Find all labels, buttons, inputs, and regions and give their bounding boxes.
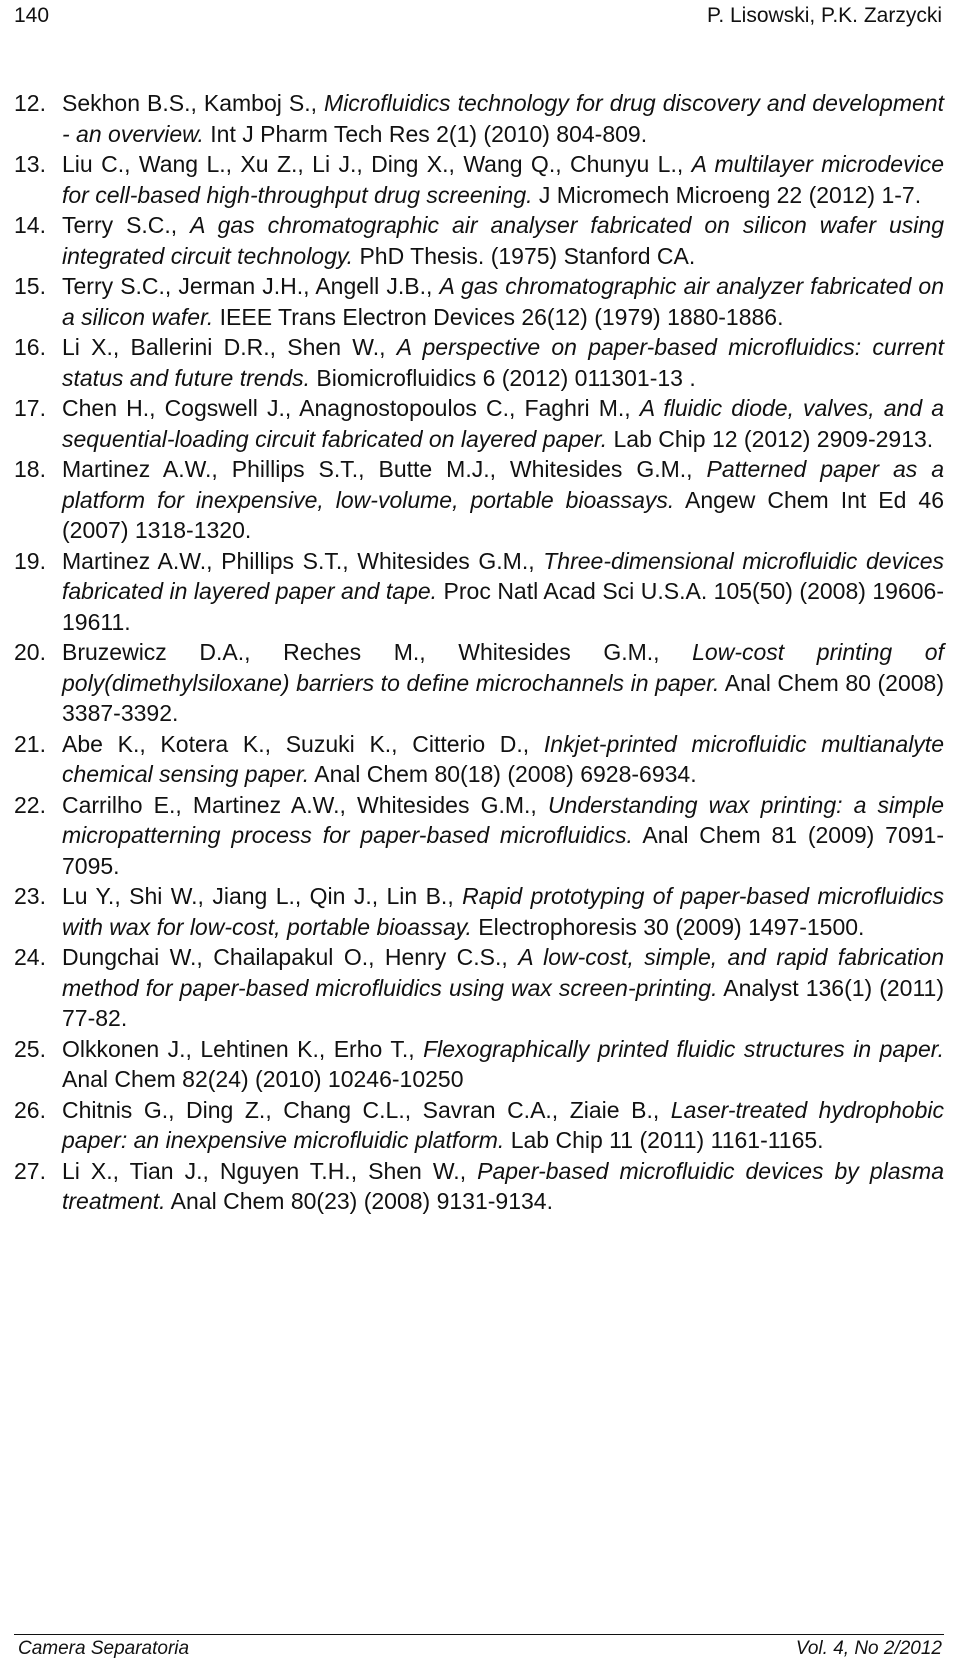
reference-number: 21. xyxy=(14,730,46,757)
reference-authors: Li X., Ballerini D.R., Shen W., xyxy=(62,334,397,360)
reference-source: Anal Chem 82(24) (2010) 10246-10250 xyxy=(62,1066,464,1092)
reference-number: 23. xyxy=(14,883,46,909)
reference-title: Low-cost printing of poly(dimethylsiloxane) barriers to define microchannels in paper. xyxy=(62,639,944,696)
reference-authors: Lu Y., Shi W., Jiang L., Qin J., Lin B., xyxy=(62,883,463,909)
reference-source: Anal Chem 81 (2009) 7091-7095. xyxy=(62,822,944,879)
reference-list xyxy=(14,88,944,1217)
reference-source: J Micromech Microeng 22 (2012) 1-7. xyxy=(532,181,922,208)
page-footer xyxy=(18,1638,942,1662)
reference-authors: Sekhon B.S., Kamboj S., xyxy=(62,90,325,116)
reference-source: PhD Thesis. (1975) Stanford CA. xyxy=(353,242,696,269)
reference-number: 19. xyxy=(14,547,46,574)
reference-number: 24. xyxy=(14,944,46,970)
reference-title: Rapid prototyping of paper-based microfluidics with wax for low-cost, portable bioassay. xyxy=(62,883,944,940)
reference-source: IEEE Trans Electron Devices 26(12) (1979) 1880-1886. xyxy=(213,303,784,330)
reference-item xyxy=(14,637,944,729)
reference-number: 15. xyxy=(14,273,46,299)
reference-title: Three-dimensional microfluidic devices fabricated in layered paper and tape. xyxy=(62,547,944,604)
reference-title: A perspective on paper-based microfluidics: current status and future trends. xyxy=(62,334,944,391)
page-header xyxy=(14,4,942,30)
reference-authors: Martinez A.W., Phillips S.T., Whitesides G.M., xyxy=(62,547,544,574)
reference-number: 27. xyxy=(14,1157,46,1184)
reference-title: A fluidic diode, valves, and a sequential-loading circuit fabricated on layered paper. xyxy=(62,395,945,452)
reference-item xyxy=(14,942,944,1034)
reference-authors: Carrilho E., Martinez A.W., Whitesides G.M., xyxy=(62,791,548,818)
reference-number: 22. xyxy=(14,791,46,818)
reference-authors: Dungchai W., Chailapakul O., Henry C.S., xyxy=(62,944,519,970)
reference-number: 14. xyxy=(14,212,46,238)
reference-number: 16. xyxy=(14,334,46,360)
page-number: 140 xyxy=(14,4,50,27)
reference-number: 13. xyxy=(14,151,46,177)
reference-source: Biomicrofluidics 6 (2012) 011301-13 . xyxy=(310,364,696,391)
reference-title: Microfluidics technology for drug discovery and development - an overview. xyxy=(62,90,944,147)
reference-source: Anal Chem 80 (2008) 3387-3392. xyxy=(62,669,944,726)
reference-title: Understanding wax printing: a simple micropatterning process for paper-based microfluidics. xyxy=(62,791,944,848)
reference-title: A low-cost, simple, and rapid fabrication method for paper-based microfluidics using wax screen-printing. xyxy=(62,944,944,1001)
reference-item xyxy=(14,210,944,271)
reference-number: 17. xyxy=(14,395,46,421)
reference-item xyxy=(14,88,944,149)
reference-authors: Olkkonen J., Lehtinen K., Erho T., xyxy=(62,1035,424,1062)
reference-item xyxy=(14,790,944,882)
reference-title: Inkjet-printed microfluidic multianalyte chemical sensing paper. xyxy=(62,730,944,787)
reference-source: Int J Pharm Tech Res 2(1) (2010) 804-809. xyxy=(203,120,648,147)
reference-authors: Chen H., Cogswell J., Anagnostopoulos C., Faghri M., xyxy=(62,395,640,421)
reference-authors: Li X., Tian J., Nguyen T.H., Shen W., xyxy=(62,1157,478,1184)
reference-title: Patterned paper as a platform for inexpensive, low-volume, portable bioassays. xyxy=(62,456,945,513)
reference-authors: Terry S.C., xyxy=(62,212,191,238)
reference-item xyxy=(14,729,944,790)
reference-item xyxy=(14,881,944,942)
reference-item xyxy=(14,1095,944,1156)
running-head-authors: P. Lisowski, P.K. Zarzycki xyxy=(707,4,942,27)
reference-number: 12. xyxy=(14,90,46,116)
reference-title: Paper-based microfluidic devices by plasma treatment. xyxy=(62,1157,944,1214)
reference-source: Angew Chem Int Ed 46 (2007) 1318-1320. xyxy=(62,486,944,543)
reference-source: Anal Chem 80(23) (2008) 9131-9134. xyxy=(165,1188,553,1214)
reference-item xyxy=(14,546,944,638)
reference-title: Flexographically printed fluidic structures in paper. xyxy=(423,1035,944,1062)
reference-item xyxy=(14,332,944,393)
reference-item xyxy=(14,149,944,210)
journal-name: Camera Separatoria xyxy=(18,1638,190,1659)
reference-source: Anal Chem 80(18) (2008) 6928-6934. xyxy=(309,761,697,787)
reference-authors: Liu C., Wang L., Xu Z., Li J., Ding X., Wang Q., Chunyu L., xyxy=(62,151,692,177)
reference-item xyxy=(14,393,944,454)
reference-authors: Chitnis G., Ding Z., Chang C.L., Savran C.A., Ziaie B., xyxy=(62,1096,671,1123)
reference-item xyxy=(14,454,944,546)
reference-number: 18. xyxy=(14,456,46,482)
reference-item xyxy=(14,1156,944,1217)
reference-authors: Martinez A.W., Phillips S.T., Butte M.J., Whitesides G.M., xyxy=(62,456,707,482)
reference-authors: Bruzewicz D.A., Reches M., Whitesides G.M., xyxy=(62,639,693,665)
reference-title: A gas chromatographic air analyser fabricated on silicon wafer using integrated circuit technology. xyxy=(62,212,944,269)
journal-volume: Vol. 4, No 2/2012 xyxy=(795,1638,942,1659)
reference-title: A gas chromatographic air analyzer fabricated on a silicon wafer. xyxy=(62,273,944,330)
reference-source: Analyst 136(1) (2011) 77-82. xyxy=(62,974,945,1031)
reference-source: Lab Chip 11 (2011) 1161-1165. xyxy=(504,1127,824,1153)
reference-title: A multilayer microdevice for cell-based high-throughput drug screening. xyxy=(62,151,944,208)
reference-title: Laser-treated hydrophobic paper: an inexpensive microfluidic platform. xyxy=(62,1096,944,1153)
reference-source: Proc Natl Acad Sci U.S.A. 105(50) (2008) 19606-19611. xyxy=(62,578,944,635)
reference-number: 20. xyxy=(14,639,46,665)
reference-source: Electrophoresis 30 (2009) 1497-1500. xyxy=(471,913,865,940)
reference-source: Lab Chip 12 (2012) 2909-2913. xyxy=(607,425,934,452)
reference-item xyxy=(14,1034,944,1095)
reference-authors: Terry S.C., Jerman J.H., Angell J.B., xyxy=(62,273,440,299)
reference-number: 26. xyxy=(14,1096,46,1123)
reference-item xyxy=(14,271,944,332)
reference-number: 25. xyxy=(14,1035,46,1062)
footer-divider xyxy=(14,1634,944,1635)
reference-authors: Abe K., Kotera K., Suzuki K., Citterio D., xyxy=(62,730,544,757)
